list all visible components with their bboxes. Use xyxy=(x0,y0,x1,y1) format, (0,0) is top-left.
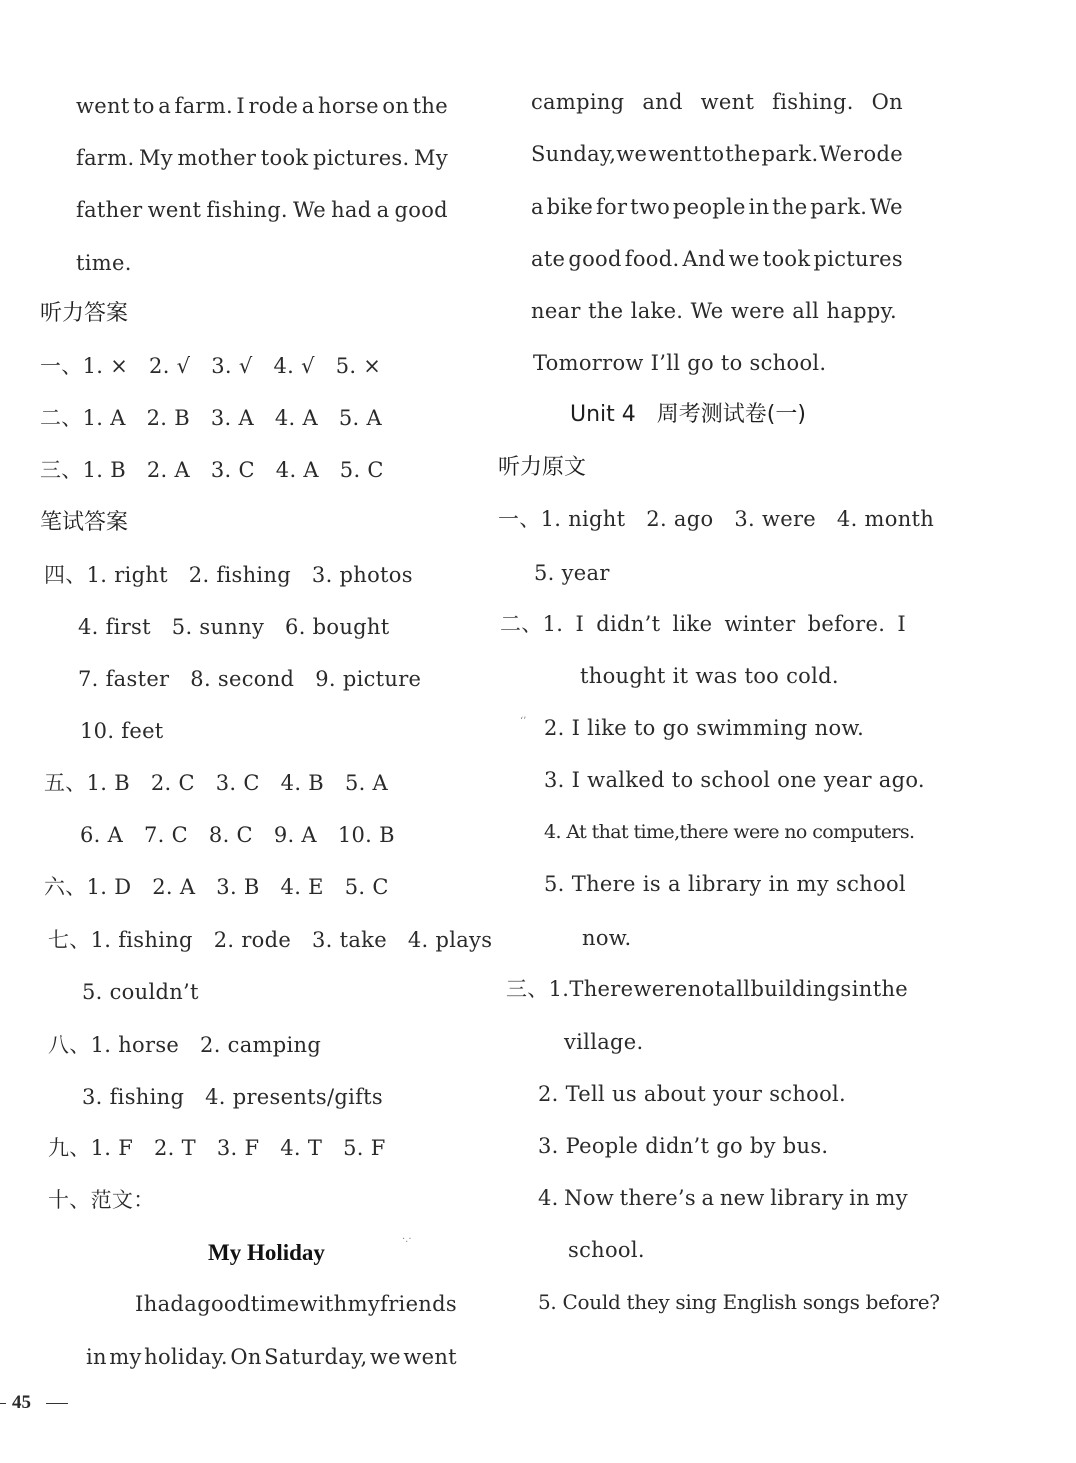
word: friends xyxy=(380,1292,457,1316)
script-line xyxy=(538,1132,828,1160)
word: fishing. xyxy=(772,90,854,114)
essay-title: My Holiday xyxy=(208,1240,325,1265)
right-story-line xyxy=(531,245,903,273)
word: library xyxy=(770,1186,844,1210)
left-story-line xyxy=(76,92,448,120)
word: had xyxy=(143,1292,185,1316)
word: school. xyxy=(568,1238,645,1262)
script-line xyxy=(568,1236,645,1264)
word: We xyxy=(690,299,724,323)
word: took xyxy=(762,247,811,271)
word: near xyxy=(531,299,581,323)
right-story-line xyxy=(531,140,903,168)
word: My xyxy=(138,146,173,170)
script-line xyxy=(582,924,632,952)
word: And xyxy=(682,247,726,271)
word: went xyxy=(648,142,702,166)
word: went xyxy=(76,94,130,118)
word: my xyxy=(109,1345,142,1369)
word: There xyxy=(571,872,636,896)
word: There xyxy=(569,977,634,1001)
word: a xyxy=(301,94,315,118)
word: on xyxy=(382,94,410,118)
left-story-line xyxy=(76,196,448,224)
word: 4. xyxy=(538,1186,559,1210)
word: On xyxy=(871,90,903,114)
word: to xyxy=(133,94,155,118)
word: in xyxy=(748,195,770,219)
word: Sunday,we xyxy=(531,142,648,166)
answer-line: 八、1. horse 2. camping xyxy=(48,1033,322,1057)
script-line xyxy=(564,1028,643,1056)
word: we xyxy=(369,1345,401,1369)
word: buildings xyxy=(750,977,852,1001)
answer-line: 四、1. right 2. fishing 3. photos xyxy=(44,563,413,587)
word: were xyxy=(730,299,785,323)
word: a xyxy=(376,198,390,222)
word: in xyxy=(849,1186,870,1210)
word: in xyxy=(768,872,790,896)
word: I xyxy=(135,1292,144,1316)
word: mother xyxy=(177,146,257,170)
answer-line: 10. feet xyxy=(80,719,164,743)
word: a xyxy=(701,1186,715,1210)
word: before. xyxy=(807,612,886,636)
script-line xyxy=(506,975,908,1003)
script-line xyxy=(544,766,925,794)
answer-line: 五、1. B 2. C 3. C 4. B 5. A xyxy=(44,771,389,795)
word: Tomorrow I’ll go to school. xyxy=(533,351,827,375)
word: the xyxy=(725,142,761,166)
word: two xyxy=(630,195,671,219)
script-line xyxy=(538,1288,940,1316)
word: went xyxy=(700,90,755,114)
word: took xyxy=(260,146,309,170)
word: food. xyxy=(624,247,680,271)
word: camping xyxy=(531,90,625,114)
word: to xyxy=(702,142,725,166)
answer-line: 十、范文： xyxy=(48,1188,155,1212)
word: with xyxy=(299,1292,348,1316)
word: pictures. xyxy=(312,146,410,170)
word: 5. Could they sing English songs before? xyxy=(538,1290,940,1314)
word: holiday. xyxy=(144,1345,228,1369)
answer-line: 6. A 7. C 8. C 9. A 10. B xyxy=(80,823,395,847)
word: We xyxy=(819,142,853,166)
word: On xyxy=(230,1345,262,1369)
word: father xyxy=(76,198,143,222)
answer-line: 7. faster 8. second 9. picture xyxy=(78,667,422,691)
word: I xyxy=(897,612,906,636)
word: bike xyxy=(546,195,594,219)
answer-line: 3. fishing 4. presents/gifts xyxy=(82,1085,384,1109)
script-line xyxy=(500,610,906,638)
word: had xyxy=(331,198,372,222)
word: school xyxy=(836,872,906,896)
word: the xyxy=(872,977,908,1001)
scan-speck: ·.· xyxy=(402,1234,412,1245)
word: for xyxy=(595,195,628,219)
word: the xyxy=(772,195,808,219)
script-line xyxy=(538,1184,908,1212)
written-answers-heading: 笔试答案 xyxy=(40,510,129,535)
word: we xyxy=(728,247,760,271)
left-story-line xyxy=(76,249,132,277)
word: my xyxy=(875,1186,908,1210)
word: tall xyxy=(714,977,751,1001)
word: winter xyxy=(724,612,796,636)
word: my xyxy=(796,872,829,896)
answer-line: 三、1. B 2. A 3. C 4. A 5. C xyxy=(40,458,384,482)
word: went xyxy=(147,198,202,222)
right-story-line xyxy=(533,349,826,377)
word: 二、1. xyxy=(500,612,564,636)
answer-line: 六、1. D 2. A 3. B 4. E 5. C xyxy=(44,875,389,899)
word: pictures xyxy=(813,247,903,271)
word: 5. year xyxy=(534,561,610,585)
word: like xyxy=(672,612,713,636)
word: 三、1. xyxy=(506,977,570,1001)
word: there’s xyxy=(619,1186,696,1210)
right-story-line xyxy=(531,88,903,116)
answer-line: 一、1. × 2. √ 3. √ 4. √ 5. × xyxy=(40,354,382,378)
unit-heading: Unit 4 周考测试卷(一) xyxy=(570,402,806,427)
word: 2. Tell us about your school. xyxy=(538,1082,847,1106)
word: farm. xyxy=(174,94,233,118)
word: the xyxy=(412,94,448,118)
script-line xyxy=(534,559,610,587)
word: 2. I like to go swimming now. xyxy=(544,716,865,740)
word: park. xyxy=(810,195,868,219)
word: good xyxy=(394,198,448,222)
word: rode xyxy=(248,94,299,118)
script-line xyxy=(544,714,864,742)
page-number: 45 xyxy=(12,1392,31,1413)
scan-speck: ‘’ xyxy=(520,716,527,727)
word: We xyxy=(870,195,903,219)
word: a xyxy=(668,872,681,896)
word: time. xyxy=(76,251,132,275)
answer-line: 七、1. fishing 2. rode 3. take 4. plays xyxy=(48,928,493,952)
word: the xyxy=(588,299,624,323)
answer-line: 4. first 5. sunny 6. bought xyxy=(78,615,390,639)
word: now. xyxy=(582,926,632,950)
word: good xyxy=(568,247,622,271)
word: didn’t xyxy=(596,612,661,636)
word: a xyxy=(184,1292,198,1316)
left-story-line xyxy=(76,144,448,172)
word: in xyxy=(86,1345,107,1369)
right-story-line xyxy=(531,297,897,325)
script-line xyxy=(498,505,934,533)
word: 5. xyxy=(544,872,565,896)
word: were xyxy=(633,977,688,1001)
word: ate xyxy=(531,247,566,271)
word: my xyxy=(347,1292,380,1316)
word: horse xyxy=(318,94,379,118)
word: I xyxy=(236,94,245,118)
word: is xyxy=(642,872,661,896)
word: rode xyxy=(853,142,903,166)
word: all xyxy=(792,299,820,323)
word: no xyxy=(687,977,715,1001)
script-line xyxy=(544,870,906,898)
page-number-dash xyxy=(46,1403,68,1404)
word: Now xyxy=(564,1186,615,1210)
right-story-line xyxy=(531,193,903,221)
page-number-dash xyxy=(0,1403,6,1404)
word: went xyxy=(403,1345,457,1369)
word: thought it was too cold. xyxy=(580,664,839,688)
essay-line xyxy=(135,1290,457,1318)
word: and xyxy=(642,90,683,114)
answer-line: 5. couldn’t xyxy=(82,980,199,1004)
word: 4. At that time,there were no computers. xyxy=(544,821,915,843)
script-line xyxy=(538,1080,846,1108)
word: fishing. xyxy=(206,198,288,222)
word: village. xyxy=(564,1030,644,1054)
answer-line: 二、1. A 2. B 3. A 4. A 5. A xyxy=(40,406,382,430)
word: park. xyxy=(761,142,819,166)
word: a xyxy=(158,94,172,118)
listening-script-heading: 听力原文 xyxy=(498,455,587,480)
word: We xyxy=(293,198,326,222)
word: people xyxy=(672,195,746,219)
word: good xyxy=(197,1292,251,1316)
word: in xyxy=(851,977,873,1001)
essay-line xyxy=(86,1343,457,1371)
word: library xyxy=(688,872,762,896)
script-line xyxy=(580,662,839,690)
word: 3. People didn’t go by bus. xyxy=(538,1134,829,1158)
word: farm. xyxy=(76,146,135,170)
answer-line: 九、1. F 2. T 3. F 4. T 5. F xyxy=(48,1136,386,1160)
word: happy. xyxy=(826,299,897,323)
word: 一、1. night 2. ago 3. were 4. month xyxy=(498,507,935,531)
word: time xyxy=(250,1292,300,1316)
word: 3. I walked to school one year ago. xyxy=(544,768,925,792)
script-line xyxy=(544,818,914,846)
word: new xyxy=(719,1186,765,1210)
word: I xyxy=(575,612,585,636)
word: a xyxy=(531,195,544,219)
listening-answers-heading: 听力答案 xyxy=(40,301,129,326)
word: lake. xyxy=(630,299,684,323)
word: My xyxy=(414,146,448,170)
word: Saturday, xyxy=(264,1345,368,1369)
